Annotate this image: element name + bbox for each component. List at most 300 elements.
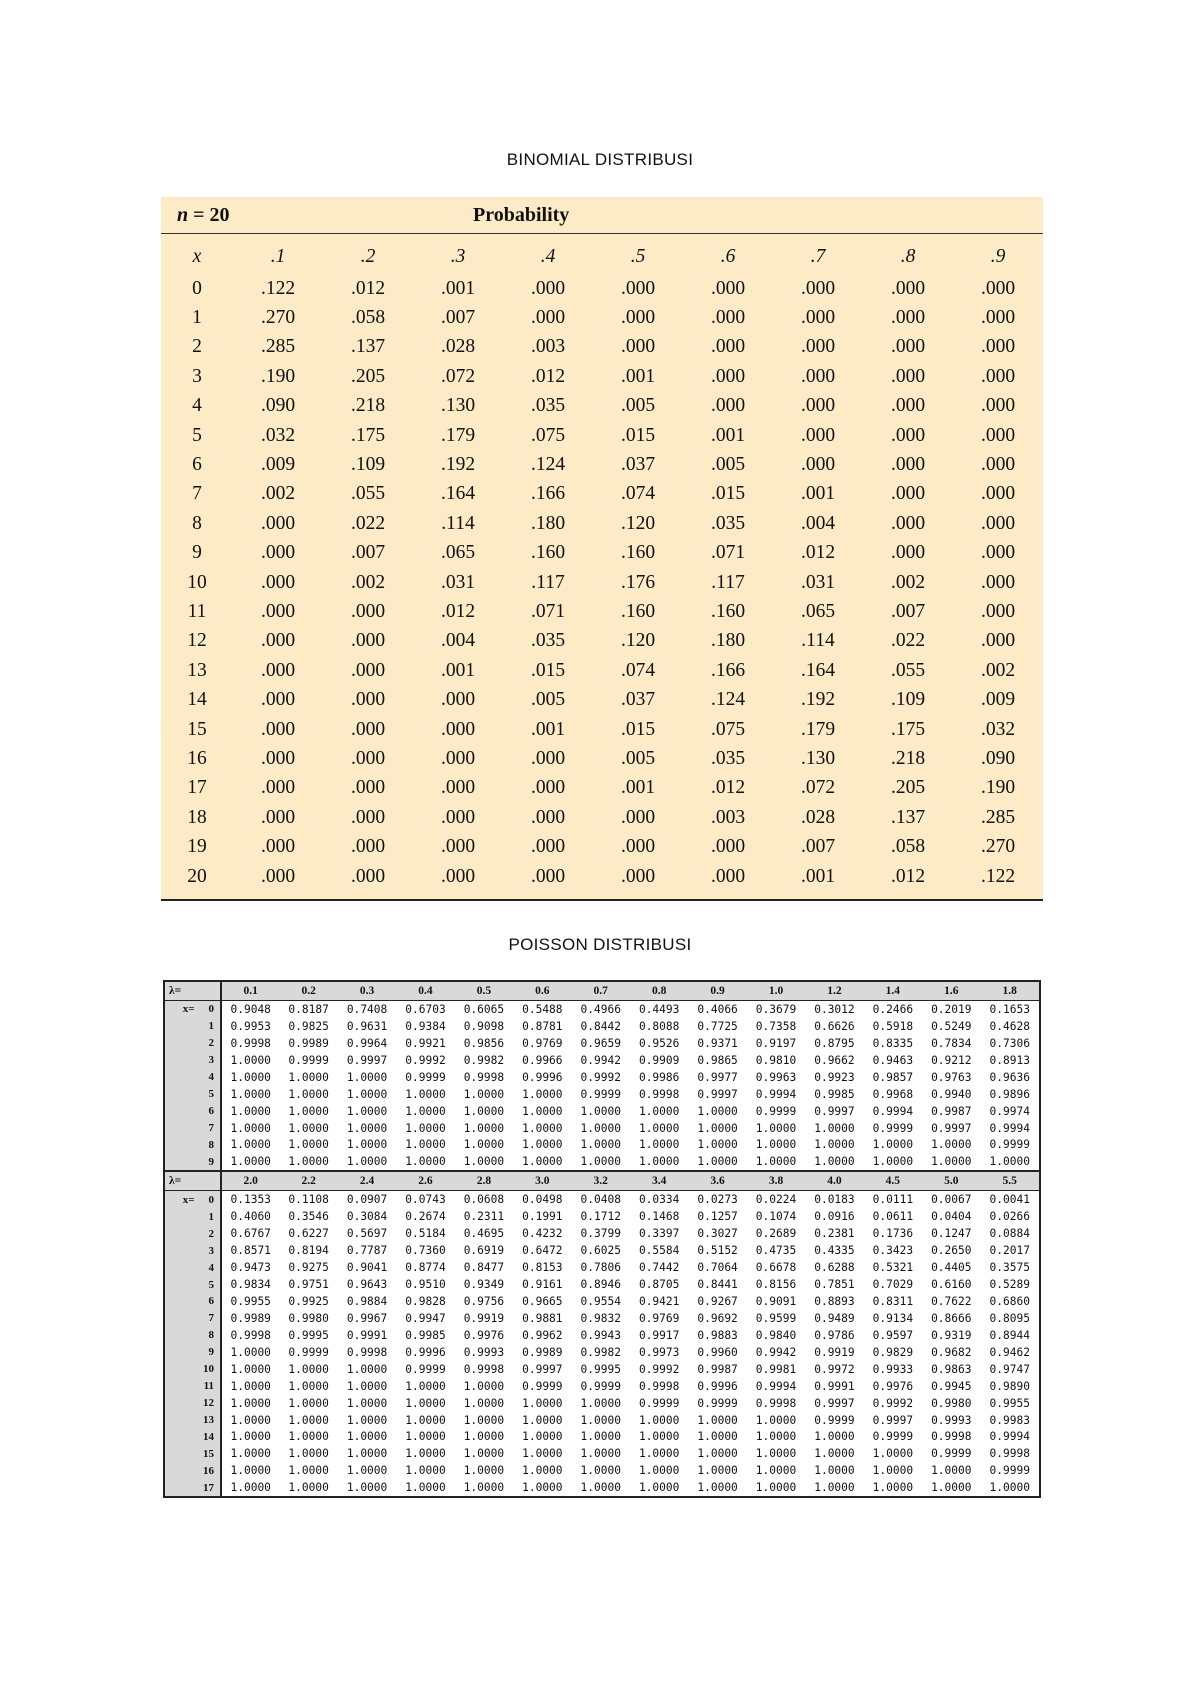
poisson-value-cell: 0.4232 xyxy=(522,1227,563,1241)
binomial-value-cell: .000 xyxy=(350,806,386,828)
table-row xyxy=(165,1445,1039,1462)
binomial-value-cell: .072 xyxy=(440,365,476,387)
poisson-value-cell: 0.9883 xyxy=(697,1328,738,1342)
binomial-value-cell: .109 xyxy=(350,454,386,476)
binomial-value-cell: .005 xyxy=(710,454,746,476)
poisson-block-2-body xyxy=(165,1191,1039,1496)
binomial-value-cell: .000 xyxy=(260,542,296,564)
poisson-value-cell: 0.9828 xyxy=(405,1294,446,1308)
poisson-value-cell: 0.9976 xyxy=(463,1328,505,1342)
binomial-value-cell: .114 xyxy=(441,512,475,534)
binomial-value-cell: .137 xyxy=(890,806,926,828)
poisson-value-cell: 1.0000 xyxy=(230,1121,271,1135)
poisson-value-cell: 1.0000 xyxy=(288,1070,329,1084)
poisson-value-cell: 0.2311 xyxy=(463,1210,505,1224)
binomial-value-cell: .003 xyxy=(710,806,746,828)
poisson-value-cell: 0.7851 xyxy=(814,1278,855,1292)
poisson-value-cell: 0.9998 xyxy=(989,1447,1030,1461)
poisson-value-cell: 0.9986 xyxy=(638,1070,680,1084)
poisson-x-cell xyxy=(165,1001,221,1018)
poisson-value-cell: 0.4066 xyxy=(697,1002,738,1016)
poisson-value-cell: 0.7806 xyxy=(580,1261,621,1275)
poisson-value-cell: 0.9421 xyxy=(638,1294,680,1308)
poisson-value-cell: 0.7064 xyxy=(697,1261,738,1275)
table-row xyxy=(165,1259,1039,1276)
binomial-x-cell: 6 xyxy=(192,454,202,476)
poisson-value-cell: 0.9786 xyxy=(814,1328,855,1342)
poisson-x-cell xyxy=(165,1395,221,1412)
binomial-value-cell: .002 xyxy=(350,571,386,593)
binomial-value-cell: .000 xyxy=(530,777,566,799)
binomial-value-cell: .000 xyxy=(980,571,1016,593)
poisson-value-cell: 0.9319 xyxy=(931,1328,972,1342)
poisson-value-cell: 0.9997 xyxy=(872,1413,914,1427)
poisson-value-cell: 0.9682 xyxy=(931,1345,972,1359)
binomial-value-cell: .031 xyxy=(800,571,836,593)
poisson-value-cell: 0.9994 xyxy=(989,1121,1030,1135)
poisson-value-cell: 0.2650 xyxy=(931,1244,972,1258)
poisson-value-cell: 0.5184 xyxy=(405,1227,446,1241)
binomial-n-value: = 20 xyxy=(193,203,230,226)
poisson-value-cell: 0.3012 xyxy=(814,1002,855,1016)
poisson-value-cell: 0.9834 xyxy=(230,1278,271,1292)
poisson-value-cell: 1.0000 xyxy=(580,1413,621,1427)
poisson-value-cell: 0.5249 xyxy=(931,1019,972,1033)
poisson-value-cell: 1.0000 xyxy=(697,1104,738,1118)
poisson-lambda-header: 3.4 xyxy=(630,1171,688,1191)
poisson-value-cell: 0.9041 xyxy=(346,1261,388,1275)
binomial-value-cell: .000 xyxy=(890,424,926,446)
poisson-value-cell: 0.6703 xyxy=(405,1002,446,1016)
binomial-value-cell: .000 xyxy=(260,659,296,681)
poisson-lambda-header: 4.5 xyxy=(864,1171,922,1191)
binomial-value-cell: .000 xyxy=(350,630,386,652)
poisson-value-cell: 1.0000 xyxy=(638,1121,680,1135)
table-row xyxy=(161,627,1043,656)
poisson-x-cell xyxy=(165,1259,221,1276)
poisson-value-cell: 0.0608 xyxy=(463,1193,505,1207)
binomial-value-cell: .012 xyxy=(710,777,746,799)
poisson-value-cell: 1.0000 xyxy=(405,1104,446,1118)
binomial-value-cell: .000 xyxy=(530,836,566,858)
binomial-value-cell: .000 xyxy=(260,836,296,858)
poisson-value-cell: 1.0000 xyxy=(638,1155,680,1169)
poisson-value-cell: 0.9925 xyxy=(288,1294,329,1308)
poisson-value-cell: 0.9161 xyxy=(522,1278,563,1292)
poisson-value-cell: 1.0000 xyxy=(872,1155,914,1169)
poisson-value-cell: 1.0000 xyxy=(230,1430,271,1444)
binomial-x-cell: 12 xyxy=(187,630,207,652)
poisson-value-cell: 1.0000 xyxy=(989,1481,1030,1495)
poisson-value-cell: 1.0000 xyxy=(405,1413,446,1427)
poisson-value-cell: 0.9999 xyxy=(872,1121,914,1135)
poisson-value-cell: 1.0000 xyxy=(931,1481,972,1495)
poisson-value-cell: 0.9763 xyxy=(931,1070,972,1084)
poisson-value-cell: 0.3679 xyxy=(755,1002,797,1016)
poisson-value-cell: 1.0000 xyxy=(230,1138,271,1152)
poisson-value-cell: 0.9967 xyxy=(346,1311,388,1325)
binomial-value-cell: .175 xyxy=(890,718,926,740)
poisson-x-cell xyxy=(165,1310,221,1327)
poisson-lambda-label: λ= xyxy=(165,1171,221,1191)
poisson-x-cell xyxy=(165,1242,221,1259)
poisson-value-cell: 1.0000 xyxy=(755,1447,797,1461)
poisson-lambda-header: 0.4 xyxy=(396,982,454,1001)
binomial-value-cell: .137 xyxy=(350,336,386,358)
binomial-value-cell: .035 xyxy=(710,512,746,534)
table-row xyxy=(165,1310,1039,1327)
poisson-x-cell xyxy=(165,1035,221,1052)
table-row xyxy=(165,1191,1039,1208)
poisson-x-cell xyxy=(165,1344,221,1361)
poisson-value-cell: 0.9489 xyxy=(814,1311,855,1325)
poisson-x-cell xyxy=(165,1120,221,1137)
poisson-value-cell: 1.0000 xyxy=(638,1481,680,1495)
binomial-value-cell: .000 xyxy=(530,865,566,887)
binomial-value-cell: .001 xyxy=(620,777,656,799)
poisson-x-value: 6 xyxy=(208,1295,214,1308)
poisson-value-cell: 0.4735 xyxy=(755,1244,797,1258)
poisson-value-cell: 1.0000 xyxy=(931,1138,972,1152)
poisson-value-cell: 1.0000 xyxy=(230,1104,271,1118)
poisson-value-cell: 0.0907 xyxy=(346,1193,388,1207)
poisson-value-cell: 0.9994 xyxy=(989,1430,1030,1444)
poisson-value-cell: 1.0000 xyxy=(638,1430,680,1444)
poisson-value-cell: 0.9991 xyxy=(346,1328,388,1342)
poisson-value-cell: 0.4695 xyxy=(463,1227,505,1241)
table-row xyxy=(161,568,1043,597)
poisson-value-cell: 1.0000 xyxy=(814,1481,855,1495)
poisson-value-cell: 0.8477 xyxy=(463,1261,505,1275)
poisson-value-cell: 1.0000 xyxy=(405,1121,446,1135)
poisson-value-cell: 0.8893 xyxy=(814,1294,855,1308)
poisson-value-cell: 0.9212 xyxy=(931,1053,972,1067)
poisson-value-cell: 0.1074 xyxy=(755,1210,797,1224)
poisson-value-cell: 0.9996 xyxy=(405,1345,446,1359)
poisson-value-cell: 0.9992 xyxy=(638,1362,680,1376)
poisson-x-cell xyxy=(165,1462,221,1479)
poisson-value-cell: 1.0000 xyxy=(405,1430,446,1444)
poisson-value-cell: 1.0000 xyxy=(463,1155,505,1169)
poisson-value-cell: 0.9526 xyxy=(638,1036,680,1050)
binomial-value-cell: .270 xyxy=(260,307,296,329)
poisson-value-cell: 1.0000 xyxy=(288,1104,329,1118)
poisson-value-cell: 1.0000 xyxy=(931,1155,972,1169)
table-row xyxy=(165,1293,1039,1310)
poisson-value-cell: 1.0000 xyxy=(288,1430,329,1444)
binomial-value-cell: .035 xyxy=(530,395,566,417)
poisson-value-cell: 0.9989 xyxy=(288,1036,329,1050)
table-row xyxy=(161,803,1043,832)
poisson-value-cell: 1.0000 xyxy=(580,1430,621,1444)
table-row xyxy=(161,774,1043,803)
binomial-value-cell: .000 xyxy=(350,747,386,769)
binomial-value-cell: .000 xyxy=(800,395,836,417)
poisson-lambda-header: 1.0 xyxy=(747,982,805,1001)
poisson-value-cell: 0.9966 xyxy=(522,1053,563,1067)
binomial-value-cell: .000 xyxy=(800,424,836,446)
poisson-value-cell: 1.0000 xyxy=(346,1413,388,1427)
poisson-value-cell: 0.7408 xyxy=(346,1002,388,1016)
poisson-x-cell xyxy=(165,1153,221,1170)
binomial-prob-header: .6 xyxy=(720,246,736,267)
poisson-value-cell: 0.9980 xyxy=(931,1396,972,1410)
table-row xyxy=(161,715,1043,744)
poisson-lambda-header: 3.0 xyxy=(513,1171,571,1191)
poisson-value-cell: 1.0000 xyxy=(405,1155,446,1169)
binomial-value-cell: .218 xyxy=(350,395,386,417)
binomial-prob-header: .3 xyxy=(450,246,466,267)
poisson-value-cell: 0.9980 xyxy=(288,1311,329,1325)
poisson-value-cell: 0.9953 xyxy=(230,1019,271,1033)
poisson-value-cell: 1.0000 xyxy=(230,1481,271,1495)
poisson-value-cell: 1.0000 xyxy=(522,1430,563,1444)
binomial-value-cell: .001 xyxy=(530,718,566,740)
poisson-value-cell: 1.0000 xyxy=(463,1104,505,1118)
poisson-lambda-header: 0.1 xyxy=(221,982,279,1001)
poisson-value-cell: 1.0000 xyxy=(230,1345,271,1359)
poisson-lambda-header: 2.4 xyxy=(338,1171,396,1191)
poisson-value-cell: 1.0000 xyxy=(405,1396,446,1410)
binomial-value-cell: .000 xyxy=(620,806,656,828)
binomial-x-cell: 2 xyxy=(192,336,202,358)
binomial-x-header: x xyxy=(192,246,202,267)
poisson-x-value: 17 xyxy=(203,1481,214,1494)
poisson-value-cell: 1.0000 xyxy=(522,1447,563,1461)
poisson-value-cell: 0.9999 xyxy=(872,1430,914,1444)
binomial-probability-label: Probability xyxy=(323,197,1043,234)
poisson-value-cell: 0.9636 xyxy=(989,1070,1030,1084)
poisson-value-cell: 1.0000 xyxy=(755,1481,797,1495)
poisson-value-cell: 0.9999 xyxy=(522,1379,563,1393)
binomial-value-cell: .000 xyxy=(890,365,926,387)
binomial-value-cell: .015 xyxy=(620,718,656,740)
poisson-value-cell: 1.0000 xyxy=(755,1430,797,1444)
poisson-value-cell: 0.0111 xyxy=(872,1193,914,1207)
poisson-value-cell: 0.5584 xyxy=(638,1244,680,1258)
poisson-value-cell: 1.0000 xyxy=(697,1481,738,1495)
binomial-value-cell: .055 xyxy=(890,659,926,681)
binomial-value-cell: .005 xyxy=(620,747,656,769)
binomial-value-cell: .012 xyxy=(530,365,566,387)
poisson-x-value: 1 xyxy=(208,1210,214,1223)
poisson-value-cell: 0.9987 xyxy=(931,1104,972,1118)
table-row xyxy=(161,421,1043,450)
poisson-value-cell: 0.9999 xyxy=(288,1345,329,1359)
binomial-prob-header: .5 xyxy=(630,246,646,267)
binomial-x-cell: 3 xyxy=(192,365,202,387)
poisson-value-cell: 0.3084 xyxy=(346,1210,388,1224)
poisson-value-cell: 0.6160 xyxy=(931,1278,972,1292)
binomial-value-cell: .180 xyxy=(530,512,566,534)
poisson-value-cell: 0.2381 xyxy=(814,1227,855,1241)
binomial-table-body xyxy=(161,274,1043,899)
poisson-value-cell: 0.9942 xyxy=(755,1345,797,1359)
binomial-value-cell: .001 xyxy=(710,424,746,446)
poisson-value-cell: 0.9659 xyxy=(580,1036,621,1050)
binomial-value-cell: .000 xyxy=(350,689,386,711)
poisson-value-cell: 0.9349 xyxy=(463,1278,505,1292)
poisson-value-cell: 0.9998 xyxy=(931,1430,972,1444)
poisson-value-cell: 0.9098 xyxy=(463,1019,505,1033)
binomial-value-cell: .072 xyxy=(800,777,836,799)
table-row xyxy=(161,685,1043,714)
binomial-value-cell: .000 xyxy=(440,836,476,858)
binomial-value-cell: .000 xyxy=(710,307,746,329)
poisson-value-cell: 0.9554 xyxy=(580,1294,621,1308)
poisson-x-value: 0 xyxy=(208,1003,214,1016)
binomial-value-cell: .000 xyxy=(710,336,746,358)
poisson-value-cell: 1.0000 xyxy=(522,1138,563,1152)
poisson-value-cell: 0.8442 xyxy=(580,1019,621,1033)
poisson-value-cell: 0.8441 xyxy=(697,1278,738,1292)
table-row xyxy=(161,509,1043,538)
poisson-value-cell: 0.9597 xyxy=(872,1328,914,1342)
poisson-value-cell: 0.9857 xyxy=(872,1070,914,1084)
poisson-x-value: 3 xyxy=(208,1054,214,1067)
binomial-value-cell: .055 xyxy=(350,483,386,505)
binomial-value-cell: .001 xyxy=(440,277,476,299)
binomial-value-cell: .015 xyxy=(710,483,746,505)
binomial-x-cell: 7 xyxy=(192,483,202,505)
table-row xyxy=(161,450,1043,479)
poisson-x-value: 0 xyxy=(208,1193,214,1206)
binomial-value-cell: .000 xyxy=(980,336,1016,358)
poisson-value-cell: 0.8666 xyxy=(931,1311,972,1325)
poisson-x-cell xyxy=(165,1191,221,1208)
poisson-value-cell: 1.0000 xyxy=(405,1138,446,1152)
poisson-value-cell: 1.0000 xyxy=(230,1413,271,1427)
poisson-value-cell: 0.1353 xyxy=(230,1193,271,1207)
binomial-value-cell: .000 xyxy=(980,483,1016,505)
poisson-value-cell: 0.9999 xyxy=(814,1413,855,1427)
poisson-value-cell: 0.9463 xyxy=(872,1053,914,1067)
poisson-value-cell: 0.1257 xyxy=(697,1210,738,1224)
binomial-value-cell: .122 xyxy=(260,277,296,299)
poisson-value-cell: 1.0000 xyxy=(697,1413,738,1427)
binomial-x-cell: 16 xyxy=(187,747,207,769)
poisson-value-cell: 0.9048 xyxy=(230,1002,271,1016)
binomial-value-cell: .000 xyxy=(890,277,926,299)
poisson-value-cell: 0.9955 xyxy=(230,1294,271,1308)
poisson-value-cell: 0.8095 xyxy=(989,1311,1030,1325)
poisson-value-cell: 1.0000 xyxy=(522,1413,563,1427)
poisson-value-cell: 0.6860 xyxy=(989,1294,1030,1308)
binomial-value-cell: .001 xyxy=(800,483,836,505)
binomial-value-cell: .065 xyxy=(440,542,476,564)
poisson-value-cell: 0.2674 xyxy=(405,1210,446,1224)
binomial-value-cell: .012 xyxy=(440,600,476,622)
poisson-value-cell: 1.0000 xyxy=(288,1379,329,1393)
poisson-value-cell: 0.9998 xyxy=(638,1379,680,1393)
poisson-lambda-header: 3.8 xyxy=(747,1171,805,1191)
poisson-value-cell: 1.0000 xyxy=(989,1155,1030,1169)
poisson-value-cell: 1.0000 xyxy=(697,1121,738,1135)
poisson-value-cell: 1.0000 xyxy=(697,1464,738,1478)
poisson-value-cell: 0.9267 xyxy=(697,1294,738,1308)
poisson-value-cell: 0.9999 xyxy=(931,1447,972,1461)
poisson-value-cell: 1.0000 xyxy=(580,1481,621,1495)
poisson-value-cell: 1.0000 xyxy=(346,1430,388,1444)
binomial-value-cell: .012 xyxy=(350,277,386,299)
binomial-value-cell: .190 xyxy=(980,777,1016,799)
poisson-value-cell: 1.0000 xyxy=(638,1138,680,1152)
poisson-value-cell: 1.0000 xyxy=(697,1430,738,1444)
binomial-value-cell: .160 xyxy=(620,542,656,564)
binomial-value-cell: .000 xyxy=(260,571,296,593)
binomial-value-cell: .175 xyxy=(350,424,386,446)
binomial-prob-header: .8 xyxy=(900,246,916,267)
poisson-value-cell: 0.5289 xyxy=(989,1278,1030,1292)
poisson-value-cell: 0.0273 xyxy=(697,1193,738,1207)
poisson-value-cell: 1.0000 xyxy=(346,1362,388,1376)
poisson-value-cell: 0.9832 xyxy=(580,1311,621,1325)
binomial-value-cell: .192 xyxy=(440,454,476,476)
poisson-value-cell: 0.9997 xyxy=(814,1396,855,1410)
poisson-value-cell: 1.0000 xyxy=(230,1379,271,1393)
poisson-value-cell: 1.0000 xyxy=(638,1104,680,1118)
poisson-x-cell xyxy=(165,1327,221,1344)
poisson-lambda-header: 2.6 xyxy=(396,1171,454,1191)
table-row xyxy=(165,1395,1039,1412)
poisson-x-value: 1 xyxy=(208,1020,214,1033)
poisson-x-cell xyxy=(165,1445,221,1462)
poisson-value-cell: 0.4493 xyxy=(638,1002,680,1016)
table-row xyxy=(165,1120,1039,1137)
poisson-value-cell: 0.9999 xyxy=(989,1464,1030,1478)
poisson-value-cell: 0.9999 xyxy=(580,1087,621,1101)
binomial-value-cell: .000 xyxy=(980,424,1016,446)
poisson-value-cell: 0.9998 xyxy=(463,1362,505,1376)
binomial-value-cell: .205 xyxy=(890,777,926,799)
poisson-title: POISSON DISTRIBUSI xyxy=(508,935,692,954)
binomial-value-cell: .009 xyxy=(260,454,296,476)
binomial-value-cell: .031 xyxy=(440,571,476,593)
poisson-value-cell: 0.9998 xyxy=(346,1345,388,1359)
poisson-value-cell: 0.0408 xyxy=(580,1193,621,1207)
poisson-lambda-header: 0.3 xyxy=(338,982,396,1001)
poisson-value-cell: 0.9999 xyxy=(288,1053,329,1067)
binomial-value-cell: .058 xyxy=(890,836,926,858)
binomial-value-cell: .120 xyxy=(620,630,656,652)
poisson-value-cell: 1.0000 xyxy=(346,1464,388,1478)
binomial-value-cell: .000 xyxy=(620,865,656,887)
binomial-value-cell: .000 xyxy=(890,454,926,476)
poisson-value-cell: 0.9996 xyxy=(697,1379,738,1393)
poisson-value-cell: 0.9865 xyxy=(697,1053,738,1067)
poisson-value-cell: 0.9985 xyxy=(814,1087,855,1101)
poisson-value-cell: 0.2017 xyxy=(989,1244,1030,1258)
binomial-table-container xyxy=(161,197,1043,901)
poisson-value-cell: 0.4966 xyxy=(580,1002,621,1016)
poisson-value-cell: 0.8774 xyxy=(405,1261,446,1275)
binomial-value-cell: .035 xyxy=(530,630,566,652)
poisson-lambda-header: 1.4 xyxy=(864,982,922,1001)
binomial-value-cell: .117 xyxy=(531,571,565,593)
poisson-value-cell: 0.9091 xyxy=(755,1294,797,1308)
poisson-value-cell: 1.0000 xyxy=(522,1121,563,1135)
poisson-value-cell: 1.0000 xyxy=(463,1396,505,1410)
poisson-value-cell: 0.9769 xyxy=(638,1311,680,1325)
table-row xyxy=(165,1137,1039,1154)
binomial-value-cell: .205 xyxy=(350,365,386,387)
poisson-value-cell: 1.0000 xyxy=(697,1155,738,1169)
binomial-value-cell: .000 xyxy=(890,307,926,329)
poisson-value-cell: 0.9665 xyxy=(522,1294,563,1308)
poisson-value-cell: 1.0000 xyxy=(463,1087,505,1101)
poisson-value-cell: 0.2466 xyxy=(872,1002,914,1016)
poisson-value-cell: 1.0000 xyxy=(638,1447,680,1461)
